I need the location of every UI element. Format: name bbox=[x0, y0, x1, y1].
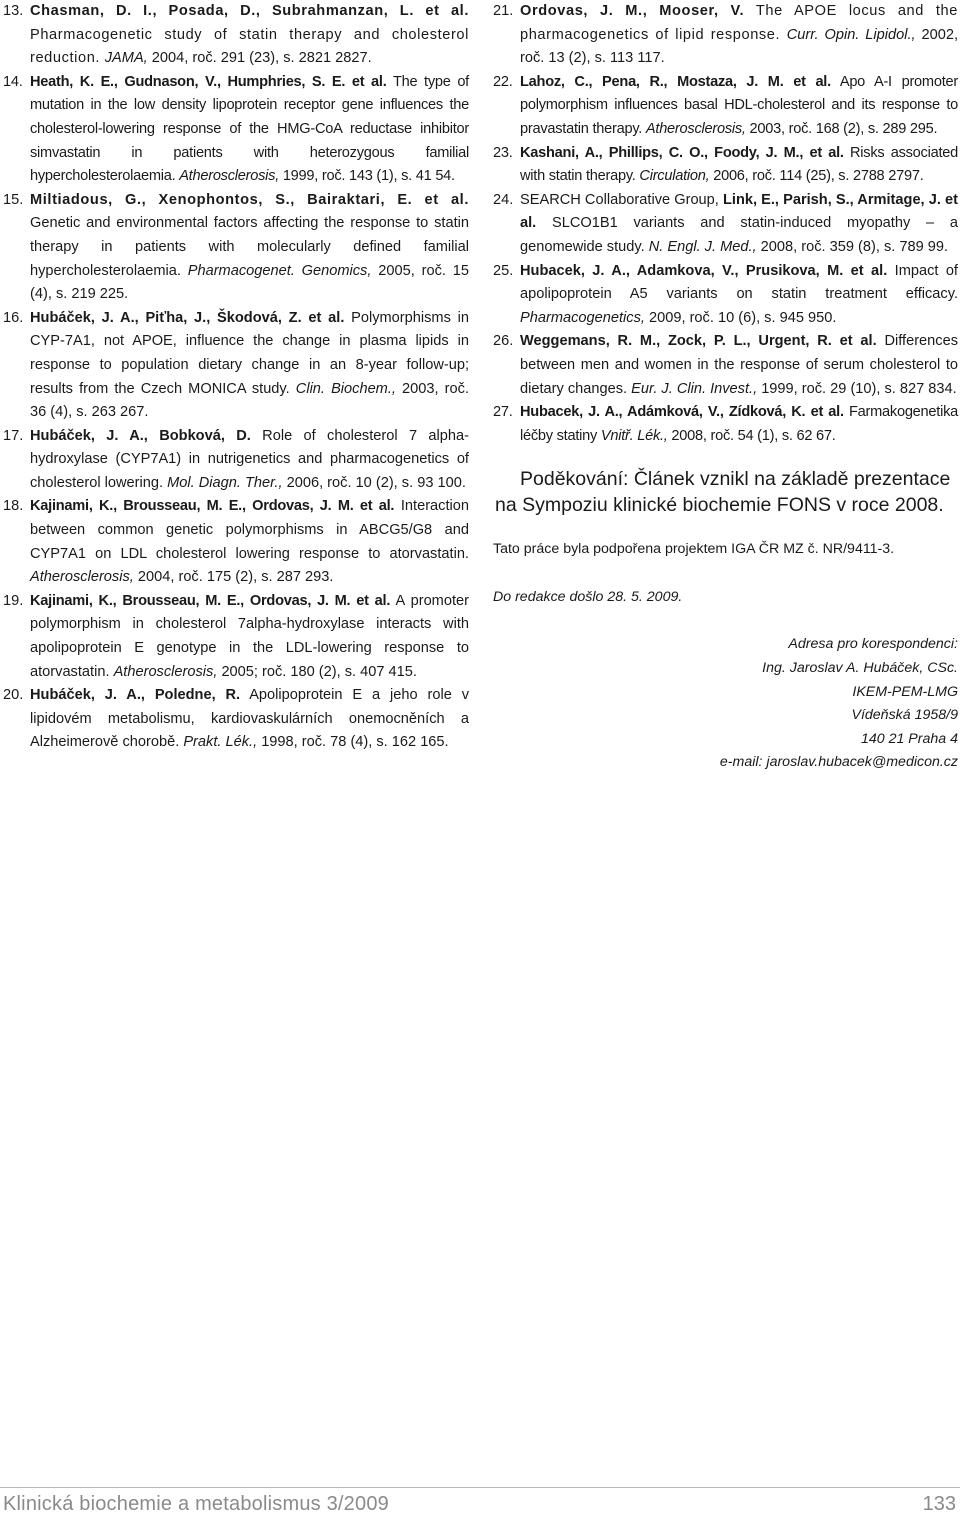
ref-number: 23. bbox=[493, 144, 513, 161]
ref-journal: N. Engl. J. Med., bbox=[648, 238, 757, 255]
ref-title: Polymorphisms in CYP-7A1, not APOE, influence the change in plasma lipids in response to population dietary change in an 8-year follow-up; results from the Czech MONICA study. bbox=[30, 309, 469, 397]
reference-26 bbox=[493, 330, 958, 401]
ref-number: 18. bbox=[3, 498, 24, 515]
ref-details: 2006, roč. 114 (25), s. 2788 2797. bbox=[709, 168, 924, 185]
ref-journal: Prakt. Lék., bbox=[183, 734, 258, 751]
ref-details: 2008, roč. 359 (8), s. 789 99. bbox=[756, 238, 949, 255]
correspondence-city: 140 21 Praha 4 bbox=[860, 730, 958, 747]
ref-details: 2006, roč. 10 (2), s. 93 100. bbox=[282, 474, 466, 491]
ref-journal: Atherosclerosis, bbox=[30, 569, 134, 586]
reference-15 bbox=[3, 189, 469, 307]
ref-authors: Heath, K. E., Gudnason, V., Humphries, S. E. et al. bbox=[30, 73, 387, 90]
reference-19 bbox=[3, 590, 469, 684]
page-number: 133 bbox=[922, 1493, 956, 1515]
correspondence-name: Ing. Jaroslav A. Hubáček, CSc. bbox=[762, 660, 958, 677]
ref-title: The APOE locus and the pharmacogenetics of lipid response. bbox=[520, 3, 958, 43]
reference-23 bbox=[493, 142, 958, 189]
ref-details: 1999, roč. 143 (1), s. 41 54. bbox=[279, 168, 455, 185]
reference-22 bbox=[493, 71, 958, 142]
ref-journal: Pharmacogenet. Genomics, bbox=[187, 262, 372, 279]
reference-25 bbox=[493, 260, 958, 331]
ref-journal: Eur. J. Clin. Invest., bbox=[631, 380, 758, 397]
ref-details: 2004, roč. 291 (23), s. 2821 2827. bbox=[147, 50, 372, 67]
ref-authors: Kashani, A., Phillips, C. O., Foody, J. M., et al. bbox=[520, 144, 844, 161]
ref-title: Genetic and environmental factors affecting the response to statin therapy in patients with molecularly defined familial hypercholesterolaemia. bbox=[30, 215, 469, 279]
ref-number: 15. bbox=[3, 191, 24, 208]
ref-details: 1999, roč. 29 (10), s. 827 834. bbox=[757, 380, 957, 397]
reference-14 bbox=[3, 71, 469, 189]
ref-journal: Curr. Opin. Lipidol., bbox=[786, 26, 916, 43]
ref-title: The type of mutation in the low density lipoprotein receptor gene influences the cholesterol-lowering response of the HMG-CoA reductase inhibitor simvastatin in patients with heterozygous familial hypercholesterolaemia. bbox=[30, 73, 469, 185]
ref-authors: Miltiadous, G., Xenophontos, S., Bairaktari, E. et al. bbox=[30, 191, 469, 208]
ref-authors: Hubacek, J. A., Adamkova, V., Prusikova, M. et al. bbox=[520, 262, 888, 279]
footer-divider bbox=[0, 1487, 960, 1488]
ref-authors: Weggemans, R. M., Zock, P. L., Urgent, R. et al. bbox=[520, 333, 877, 350]
ref-journal: Circulation, bbox=[639, 168, 710, 185]
ref-number: 26. bbox=[493, 333, 514, 350]
ref-title: Apolipoprotein E a jeho role v lipidovém metabolismu, kardiovaskulárních onemocněních a Alzheimerově chorobě. bbox=[30, 687, 469, 751]
acknowledgement-line-1: Poděkování: Článek vznikl na základě prezentace bbox=[520, 468, 951, 491]
acknowledgement bbox=[493, 466, 958, 518]
ref-details: 2003, roč. 36 (4), s. 263 267. bbox=[30, 380, 469, 421]
ref-authors: Chasman, D. I., Posada, D., Subrahmanzan, L. et al. bbox=[30, 3, 469, 19]
ref-details: 2003, roč. 168 (2), s. 289 295. bbox=[745, 120, 938, 137]
ref-authors: Hubáček, J. A., Bobková, D. bbox=[30, 427, 251, 444]
correspondence-street: Vídeňská 1958/9 bbox=[851, 707, 958, 724]
correspondence-institution: IKEM-PEM-LMG bbox=[852, 683, 958, 700]
ref-title: Apo A-I promoter polymorphism influences basal HDL-cholesterol and its response to pravastatin therapy. bbox=[520, 73, 958, 137]
correspondence-address bbox=[493, 633, 958, 775]
ref-authors: Hubacek, J. A., Adámková, V., Zídková, K. et al. bbox=[520, 404, 844, 421]
ref-details: 2005, roč. 15 (4), s. 219 225. bbox=[30, 262, 470, 303]
ref-title: Role of cholesterol 7 alpha-hydroxylase (CYP7A1) in nutrigenetics and pharmacogenetics of cholesterol lowering. bbox=[30, 427, 469, 491]
reference-17 bbox=[3, 425, 469, 496]
left-column bbox=[3, 0, 469, 755]
footer-journal-title: Klinická biochemie a metabolismus 3/2009 bbox=[3, 1493, 389, 1515]
reference-18 bbox=[3, 495, 469, 589]
ref-details: 1998, roč. 78 (4), s. 162 165. bbox=[257, 734, 449, 751]
ref-details: 2008, roč. 54 (1), s. 62 67. bbox=[667, 427, 836, 444]
ref-journal: Vnitř. Lék., bbox=[600, 427, 668, 444]
ref-journal: Clin. Biochem., bbox=[295, 380, 396, 397]
ref-authors: Link, E., Parish, S., Armitage, J. et al. bbox=[520, 191, 958, 232]
ref-number: 17. bbox=[3, 427, 24, 444]
reference-20 bbox=[3, 684, 469, 755]
ref-title: Differences between men and women in the response of serum cholesterol to dietary changes. bbox=[520, 333, 958, 397]
ref-authors: Hubáček, J. A., Poledne, R. bbox=[30, 687, 241, 704]
right-column bbox=[493, 0, 958, 775]
ref-details: 2005; roč. 180 (2), s. 407 415. bbox=[217, 663, 417, 680]
reference-13 bbox=[3, 0, 469, 71]
ref-number: 16. bbox=[3, 309, 24, 326]
ref-journal: JAMA, bbox=[104, 50, 148, 67]
ref-authors: Kajinami, K., Brousseau, M. E., Ordovas, J. M. et al. bbox=[30, 498, 395, 515]
reference-24 bbox=[493, 189, 958, 260]
ref-number: 22. bbox=[493, 73, 513, 90]
ref-number: 14. bbox=[3, 73, 23, 90]
reference-16 bbox=[3, 307, 469, 425]
ref-authors: Lahoz, C., Pena, R., Mostaza, J. M. et al. bbox=[520, 73, 831, 90]
ref-title: Impact of apolipoprotein A5 variants on statin treatment efficacy. bbox=[520, 262, 958, 303]
ref-number: 24. bbox=[493, 191, 514, 208]
ref-title: SLCO1B1 variants and statin-induced myopathy – a genomewide study. bbox=[520, 215, 958, 255]
ref-number: 13. bbox=[3, 3, 24, 19]
ref-title: Interaction between common genetic polymorphisms in ABCG5/G8 and CYP7A1 on LDL cholesterol lowering response to atorvastatin. bbox=[30, 498, 469, 562]
acknowledgement-line-2: na Sympoziu klinické biochemie FONS v roce 2008. bbox=[495, 494, 944, 517]
correspondence-email[interactable]: e-mail: jaroslav.hubacek@medicon.cz bbox=[719, 754, 958, 771]
ref-number: 20. bbox=[3, 687, 24, 704]
ref-number: 27. bbox=[493, 404, 513, 421]
ref-group-author: SEARCH Collaborative Group, bbox=[520, 191, 723, 208]
ref-title: Farmakogenetika léčby statiny bbox=[520, 404, 958, 444]
received-date: Do redakce došlo 28. 5. 2009. bbox=[493, 588, 683, 605]
ref-title: Risks associated with statin therapy. bbox=[520, 144, 958, 185]
correspondence-heading: Adresa pro korespondenci: bbox=[788, 636, 958, 653]
ref-title: Pharmacogenetic study of statin therapy and cholesterol reduction. bbox=[30, 26, 469, 67]
ref-number: 25. bbox=[493, 262, 514, 279]
reference-27 bbox=[493, 401, 958, 448]
ref-authors: Ordovas, J. M., Mooser, V. bbox=[520, 3, 745, 19]
ref-journal: Atherosclerosis, bbox=[179, 168, 280, 185]
ref-details: 2002, roč. 13 (2), s. 113 117. bbox=[520, 26, 959, 67]
ref-authors: Hubáček, J. A., Piťha, J., Škodová, Z. et al. bbox=[30, 309, 345, 326]
ref-journal: Mol. Diagn. Ther., bbox=[167, 474, 283, 491]
grant-note: Tato práce byla podpořena projektem IGA ČR MZ č. NR/9411-3. bbox=[493, 541, 895, 558]
ref-journal: Atherosclerosis, bbox=[645, 120, 746, 137]
reference-21 bbox=[493, 0, 958, 71]
ref-number: 19. bbox=[3, 592, 24, 609]
ref-authors: Kajinami, K., Brousseau, M. E., Ordovas, J. M. et al. bbox=[30, 592, 391, 609]
ref-number: 21. bbox=[493, 3, 514, 19]
ref-details: 2004, roč. 175 (2), s. 287 293. bbox=[133, 569, 334, 586]
ref-details: 2009, roč. 10 (6), s. 945 950. bbox=[644, 309, 837, 326]
ref-title: A promoter polymorphism in cholesterol 7alpha-hydroxylase interacts with apolipoprotein E genotype in the LDL-lowering response to atorvastatin. bbox=[30, 592, 469, 680]
ref-journal: Pharmacogenetics, bbox=[520, 309, 645, 326]
ref-journal: Atherosclerosis, bbox=[113, 663, 218, 680]
